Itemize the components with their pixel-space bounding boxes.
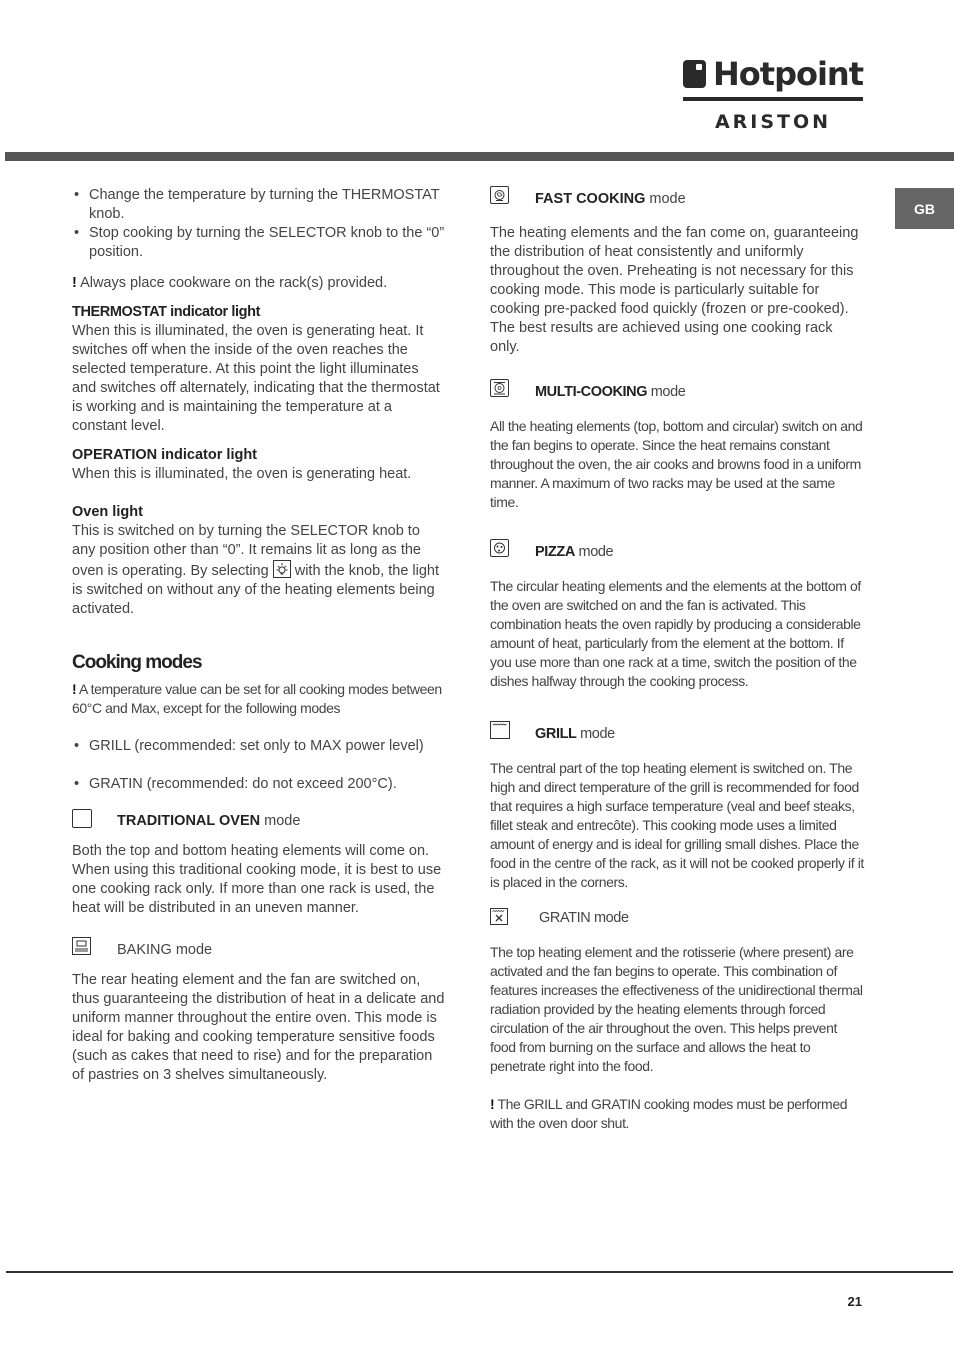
grill-mode-suffix: mode — [576, 726, 615, 742]
cookware-note — [72, 274, 446, 293]
ovenlight-text — [72, 522, 446, 619]
baking-mode-text: The rear heating element and the fan are switched on, thus guaranteeing the distribution of heat in a delicate and uniform manner throughout the entire oven. This mode is ideal for baking and cooking temperature sensitive foods (such as cakes that need to rise) and for the preparation of pastries on 3 shelves simultaneously. — [72, 972, 445, 1083]
fast-mode-label — [535, 190, 686, 209]
gratin-mode-suffix: mode — [590, 910, 629, 926]
brand-subname: ARISTON — [714, 111, 832, 133]
traditional-mode-label — [117, 812, 300, 831]
right-column — [490, 186, 864, 1133]
multi-mode-text: All the heating elements (top, bottom and circular) switch on and the fan begins to operate. Since the heat remains constant throughout the oven, the air cooks and browns food in a uniform manner. A maximum of two racks may be used at the same time. — [490, 418, 863, 510]
grill-mode-heading — [490, 721, 864, 743]
brand-logo — [683, 57, 863, 132]
brand-rule — [683, 97, 863, 101]
header-bar — [5, 152, 954, 161]
multi-cooking-icon — [490, 379, 509, 397]
multi-mode-label — [535, 383, 685, 402]
language-tab: GB — [895, 188, 954, 229]
operation-text: When this is illuminated, the oven is generating heat. — [72, 466, 412, 482]
fast-mode-suffix: mode — [645, 191, 686, 207]
ovenlight-title: Oven light — [72, 504, 143, 520]
cookware-note-text: Always place cookware on the rack(s) provided. — [76, 275, 388, 291]
mode-exception-list — [72, 737, 446, 756]
warning-mark: ! — [72, 681, 77, 697]
list-item: • Change the temperature by turning the THERMOSTAT knob. — [72, 186, 446, 224]
gratin-mode-text: The top heating element and the rotisserie (where present) are activated and the fan begins to operate. This combination of features increases the effectiveness of the unidirectional thermal radiation provided by the heating elements through forced circulation of the air throughout the oven. This helps prevent food from burning on the surface and allows the heat to penetrate right into the food. — [490, 944, 863, 1074]
pizza-mode-text: The circular heating elements and the elements at the bottom of the oven are switched on and the fan is activated. This combination heats the oven rapidly by producing a considerable amount of heat, particularly from the element at the bottom. If you use more than one rack at a time, switch the position of the dishes halfway through the cooking process. — [490, 578, 861, 689]
brand-mark-icon — [683, 60, 706, 88]
multi-mode-suffix: mode — [647, 384, 686, 400]
list-item: • Stop cooking by turning the SELECTOR knob to the “0” position. — [72, 224, 446, 262]
warning-mark: ! — [72, 275, 77, 291]
fast-mode-heading — [490, 186, 864, 208]
baking-mode-suffix: mode — [171, 942, 213, 958]
mode-exception-list — [72, 775, 446, 794]
baking-mode-label — [117, 941, 212, 960]
instruction-list — [72, 186, 446, 262]
baking-icon — [72, 937, 91, 955]
traditional-mode-text: Both the top and bottom heating elements will come on. When using this traditional cooking mode, it is best to use one cooking rack only. If more than one rack is used, the heat will be distributed in an uneven manner. — [72, 843, 442, 916]
warning-mark: ! — [490, 1096, 495, 1112]
grill-mode-label — [535, 725, 615, 744]
grill-mode-name: GRILL — [535, 726, 577, 742]
fast-mode-text: The heating elements and the fan come on, guaranteeing the distribution of heat consistently and uniformly throughout the oven. Preheating is not necessary for this cooking mode. This mode is particularly suitable for cooking pre-packed food quickly (frozen or pre-cooked). The best results are achieved using one cooking rack only. — [490, 225, 859, 355]
traditional-mode-suffix: mode — [260, 813, 301, 829]
pizza-icon — [490, 539, 509, 557]
cooking-modes-title: Cooking modes — [72, 652, 202, 673]
traditional-oven-icon — [72, 809, 92, 828]
multi-mode-heading — [490, 379, 864, 401]
door-note — [490, 1095, 864, 1133]
fast-cooking-icon — [490, 186, 509, 204]
door-note-text: The GRILL and GRATIN cooking modes must be performed with the oven door shut. — [490, 1096, 848, 1131]
grill-mode-text: The central part of the top heating element is switched on. The high and direct temperature of the grill is recommended for food that requires a high surface temperature (veal and beef steaks, fillet steak and entrecôte). This cooking mode uses a limited amount of energy and is ideal for grilling small dishes. Place the food in the centre of the rack, as it will not be cooked properly if it is placed in the corners. — [490, 760, 864, 890]
light-icon — [273, 560, 291, 578]
thermostat-title: THERMOSTAT indicator light — [72, 304, 261, 320]
fast-mode-name: FAST COOKING — [535, 191, 646, 207]
left-column — [72, 186, 446, 1085]
page-number: 21 — [847, 1294, 862, 1309]
multi-mode-name: MULTI-COOKING — [535, 384, 648, 400]
pizza-mode-name: PIZZA — [535, 544, 575, 560]
grill-icon — [490, 721, 510, 739]
ovenlight-text-b: with the knob, the light is switched on without any of the heating elements being activated. — [72, 563, 440, 617]
gratin-mode-name: GRATIN — [539, 910, 591, 926]
thermostat-text: When this is illuminated, the oven is generating heat. It switches off when the inside of the oven reaches the selected temperature. At this point the light illuminates and switches off alternately, indicating that the thermostat is working and is maintaining the temperature at a constant level. — [72, 323, 440, 434]
temp-note — [72, 680, 446, 718]
baking-mode-name: BAKING — [117, 942, 172, 958]
footer-rule — [6, 1271, 953, 1273]
operation-title: OPERATION indicator light — [72, 447, 258, 463]
gratin-icon — [490, 908, 508, 925]
temp-note-text: A temperature value can be set for all cooking modes between 60°C and Max, except for the following modes — [72, 681, 442, 716]
list-item: • GRILL (recommended: set only to MAX power level) — [72, 737, 446, 756]
pizza-mode-label — [535, 543, 613, 562]
list-item: • GRATIN (recommended: do not exceed 200°C). — [72, 775, 446, 794]
gratin-mode-heading — [490, 905, 864, 927]
traditional-mode-name: TRADITIONAL OVEN — [117, 813, 261, 829]
baking-mode-heading — [72, 937, 446, 959]
pizza-mode-heading — [490, 539, 864, 561]
ovenlight-text-a: This is switched on by turning the SELECTOR knob to any position other than “0”. It remains lit as long as the oven is operating. By selecting — [72, 523, 421, 579]
pizza-mode-suffix: mode — [574, 544, 614, 560]
gratin-mode-label — [539, 909, 629, 928]
brand-name: Hotpoint — [713, 55, 863, 93]
traditional-mode-heading — [72, 808, 446, 830]
